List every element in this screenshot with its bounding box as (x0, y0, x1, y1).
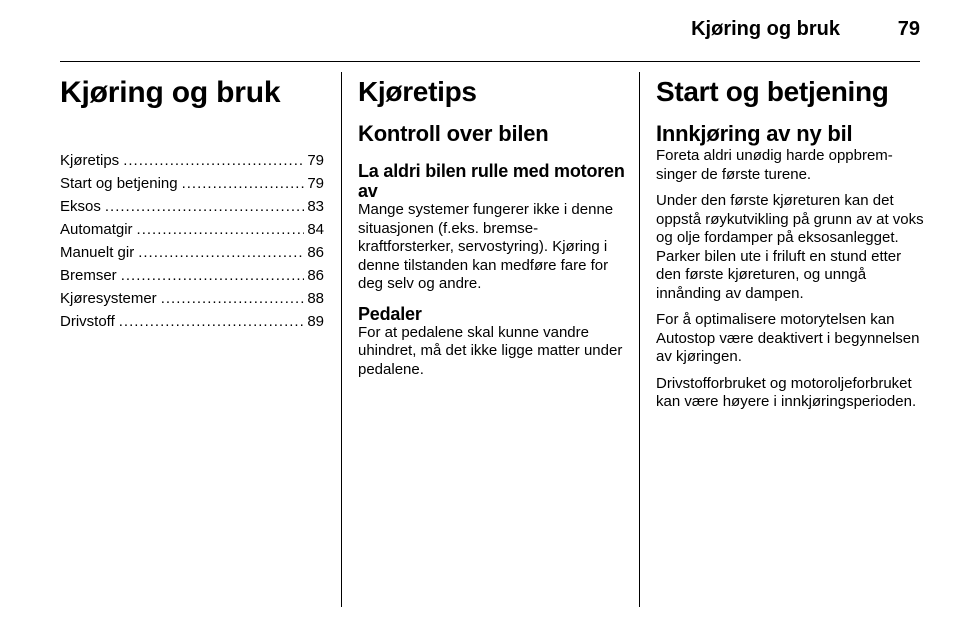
page-number: 79 (897, 18, 920, 40)
toc-entry-label: Start og betjening (60, 175, 178, 192)
heading-motoren-av: La aldri bilen rulle med motoren av (358, 161, 625, 201)
toc-entry-bremser[interactable] (60, 266, 324, 285)
section-title-start-og-betjening: Start og betjening (656, 76, 889, 107)
running-header-title: Kjøring og bruk (691, 18, 840, 40)
toc-entry-start-og-betjening[interactable] (60, 174, 324, 193)
toc-entry-manuelt-gir[interactable] (60, 243, 324, 262)
table-of-contents (60, 151, 324, 331)
toc-dot-leader (138, 243, 304, 262)
toc-entry-label: Eksos (60, 198, 101, 215)
section-title-kjoretips: Kjøretips (358, 76, 477, 107)
toc-dot-leader (182, 174, 305, 193)
middle-column (358, 72, 628, 387)
left-column (60, 72, 324, 335)
toc-entry-page: 79 (307, 175, 324, 192)
toc-entry-label: Bremser (60, 267, 117, 284)
toc-dot-leader (161, 289, 305, 308)
column-divider-left (341, 72, 342, 607)
paragraph-innkjoring-1: Foreta aldri unødig harde oppbremsinger de første turene. (656, 147, 893, 183)
toc-entry-label: Manuelt gir (60, 244, 135, 261)
toc-entry-label: Drivstoff (60, 313, 115, 330)
toc-entry-page: 79 (307, 152, 324, 169)
toc-entry-label: Kjøresystemer (60, 290, 157, 307)
toc-entry-automatgir[interactable] (60, 220, 324, 239)
heading-pedaler: Pedaler (358, 303, 422, 324)
toc-dot-leader (137, 220, 305, 239)
toc-entry-page: 89 (307, 313, 324, 330)
toc-entry-page: 88 (307, 290, 324, 307)
toc-entry-drivstoff[interactable] (60, 312, 324, 331)
toc-entry-label: Automatgir (60, 221, 133, 238)
running-header (60, 18, 920, 48)
paragraph-innkjoring-4: Drivstofforbruket og motoroljeforbruket kan være høyere i innkjøringsperioden. (656, 374, 917, 410)
paragraph-pedaler: For at pedalene skal kunne vandre uhindret, må det ikke ligge matter under pedalene. (358, 323, 623, 378)
right-column (656, 72, 926, 420)
toc-dot-leader (121, 266, 305, 285)
toc-entry-page: 83 (307, 198, 324, 215)
paragraph-innkjoring-2: Under den første kjøreturen kan det oppstå røykutvikling på grunn av at voks og olje fordamper på eksosanlegget. Parker bilen ute i friluft en stund etter den første kjøreturen, og unngå innånding av dampen. (656, 192, 924, 302)
toc-entry-eksos[interactable] (60, 197, 324, 216)
toc-entry-page: 84 (307, 221, 324, 238)
toc-entry-page: 86 (307, 244, 324, 261)
toc-entry-label: Kjøretips (60, 152, 120, 169)
toc-dot-leader (105, 197, 304, 216)
subsection-title-innkjoring: Innkjøring av ny bil (656, 121, 853, 146)
toc-entry-page: 86 (307, 267, 324, 284)
paragraph-motoren-av: Mange systemer fungerer ikke i denne situasjonen (f.eks. bremsekraftforsterker, servostyring). Kjøring i denne tilstanden kan medføre fare for deg selv og andre. (358, 201, 614, 292)
paragraph-innkjoring-3: For å optimalisere motorytelsen kan Autostop være deaktivert i begynnelsen av kjøringen. (656, 311, 920, 365)
toc-dot-leader (123, 151, 304, 170)
subsection-title-kontroll: Kontroll over bilen (358, 121, 549, 146)
toc-entry-kjoretips[interactable] (60, 151, 324, 170)
toc-entry-kjoresystemer[interactable] (60, 289, 324, 308)
column-divider-right (639, 72, 640, 607)
header-rule (60, 61, 920, 62)
toc-dot-leader (119, 312, 305, 331)
chapter-title: Kjøring og bruk (60, 76, 281, 109)
